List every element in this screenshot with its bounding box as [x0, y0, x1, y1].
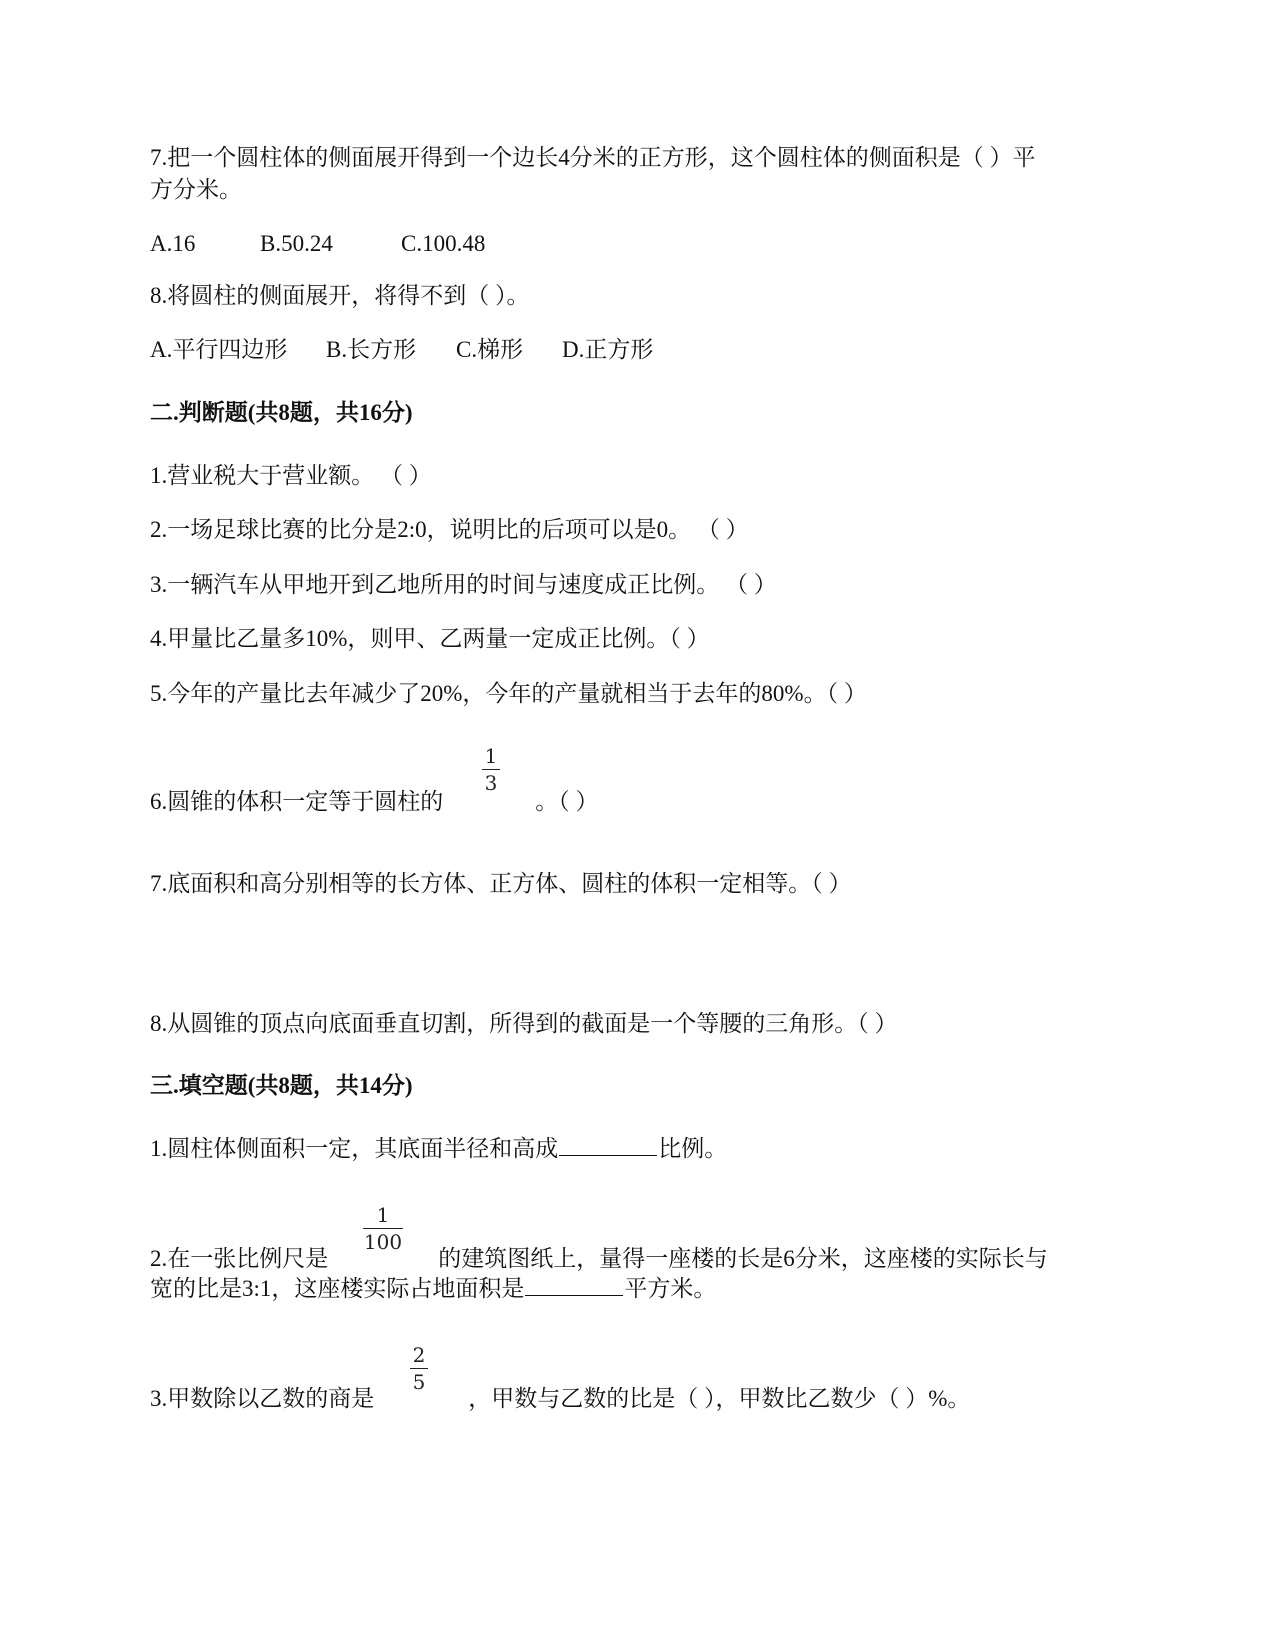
- fill-q2-text: 2.在一张比例尺是: [150, 1246, 329, 1271]
- answer-blank[interactable]: [559, 1133, 657, 1156]
- fill-q2-tail: 的建筑图纸上，量得一座楼的长是6分米，这座楼的实际长与: [438, 1246, 1048, 1271]
- fraction-numerator: 1: [484, 744, 498, 768]
- judge-q2: 2.一场足球比赛的比分是2:0，说明比的后项可以是0。 （ ）: [150, 517, 749, 542]
- judge-q4: 4.甲量比乙量多10%，则甲、乙两量一定成正比例。（ ）: [150, 626, 710, 651]
- fraction-denominator: 100: [363, 1230, 403, 1254]
- judge-q6-text: 6.圆锥的体积一定等于圆柱的: [150, 789, 444, 814]
- fill-q1-text: 1.圆柱体侧面积一定，其底面半径和高成: [150, 1136, 559, 1161]
- answer-blank[interactable]: [525, 1273, 623, 1296]
- fill-q3-tail: ，甲数与乙数的比是（ ），甲数比乙数少（ ）%。: [468, 1386, 971, 1411]
- fraction-denominator: 3: [484, 771, 498, 795]
- mc-q8-options: [150, 334, 1130, 366]
- fraction-numerator: 1: [376, 1203, 390, 1227]
- judge-q6-tail: 。（ ）: [535, 789, 599, 814]
- fill-q3-fraction: [410, 1343, 428, 1394]
- fraction-denominator: 5: [412, 1370, 426, 1394]
- judge-q3: 3.一辆汽车从甲地开到乙地所用的时间与速度成正比例。 （ ）: [150, 572, 777, 597]
- mc-q8-stem: 8.将圆柱的侧面展开，将得不到（ ）。: [150, 283, 530, 308]
- fill-q2-line2-text: 宽的比是3:1，这座楼实际占地面积是: [150, 1276, 525, 1301]
- judge-q8: 8.从圆锥的顶点向底面垂直切割，所得到的截面是一个等腰的三角形。（ ）: [150, 1011, 898, 1036]
- judge-q6: [150, 786, 1130, 818]
- fraction-numerator: 2: [412, 1343, 426, 1367]
- fill-heading: 三.填空题(共8题，共14分): [150, 1073, 413, 1098]
- fill-q1-tail: 比例。: [658, 1136, 728, 1161]
- mc-q7-line2: 方分米。: [150, 177, 242, 202]
- fill-q1: [150, 1133, 1130, 1165]
- mc-q7-line1: 7.把一个圆柱体的侧面展开得到一个边长4分米的正方形，这个圆柱体的侧面积是（ ）平: [150, 145, 1036, 170]
- fill-q2-line2-tail: 平方米。: [624, 1276, 717, 1301]
- mc-q8-option-a: A.平行四边形: [150, 337, 288, 362]
- mc-q7-option-b: B.50.24: [260, 231, 333, 256]
- fill-q3: [150, 1383, 1130, 1415]
- judge-q5: 5.今年的产量比去年减少了20%，今年的产量就相当于去年的80%。（ ）: [150, 681, 867, 706]
- mc-q8-option-c: C.梯形: [456, 337, 524, 362]
- judge-q1: 1.营业税大于营业额。 （ ）: [150, 463, 432, 488]
- judge-heading: 二.判断题(共8题，共16分): [150, 400, 413, 425]
- judge-q6-fraction: [482, 744, 500, 795]
- fill-q3-text: 3.甲数除以乙数的商是: [150, 1386, 375, 1411]
- fraction-bar: [363, 1228, 403, 1229]
- fraction-bar: [482, 769, 500, 770]
- mc-q7-options: [150, 228, 1130, 260]
- mc-q7-option-a: A.16: [150, 231, 196, 256]
- fraction-bar: [410, 1368, 428, 1369]
- fill-q2-line1: [150, 1243, 1130, 1275]
- fill-q2-line2: [150, 1273, 1130, 1305]
- judge-q7: 7.底面积和高分别相等的长方体、正方体、圆柱的体积一定相等。（ ）: [150, 871, 852, 896]
- mc-q8-option-b: B.长方形: [326, 337, 417, 362]
- mc-q7-option-c: C.100.48: [401, 231, 486, 256]
- mc-q8-option-d: D.正方形: [562, 337, 654, 362]
- fill-q2-fraction: [363, 1203, 403, 1254]
